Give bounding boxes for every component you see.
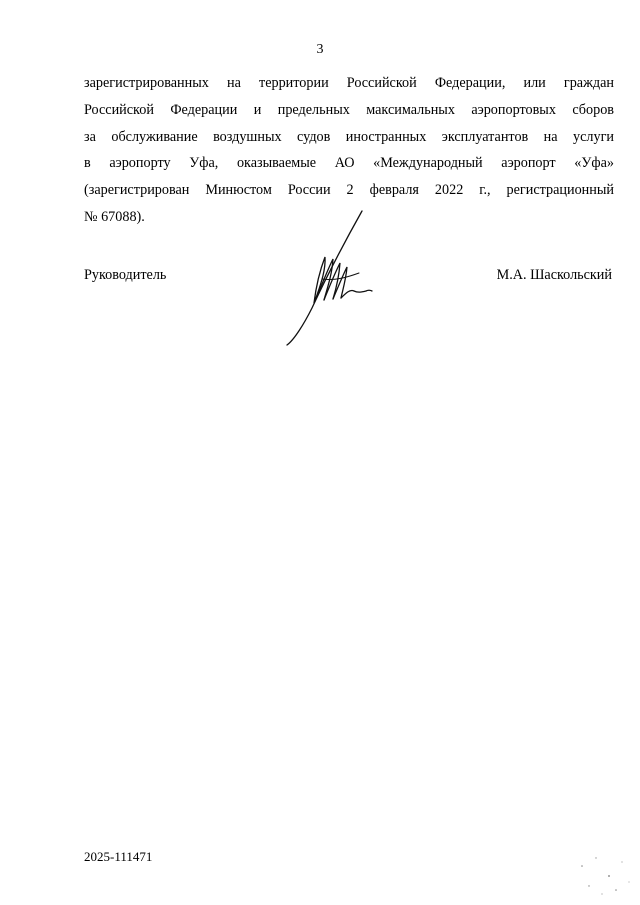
signatory-title: Руководитель: [84, 267, 167, 283]
body-line: зарегистрированных на территории Российской Федерации, или граждан: [84, 75, 614, 91]
document-code: 2025-111471: [84, 849, 153, 864]
handwritten-signature: [280, 205, 380, 350]
body-line: в аэропорту Уфа, оказываемые АО «Международный аэропорт «Уфа»: [84, 155, 614, 172]
body-line: № 67088).: [84, 208, 145, 225]
page-number: 3: [316, 42, 324, 57]
body-line: за обслуживание воздушных судов иностранных эксплуатантов на услуги: [84, 128, 614, 145]
body-line: Российской Федерации и предельных максимальных аэропортовых сборов: [84, 101, 614, 118]
body-line: (зарегистрирован Минюстом России 2 февраля 2022 г., регистрационный: [84, 182, 614, 199]
scan-noise: [574, 848, 636, 898]
signatory-name: М.А. Шаскольский: [496, 267, 612, 283]
